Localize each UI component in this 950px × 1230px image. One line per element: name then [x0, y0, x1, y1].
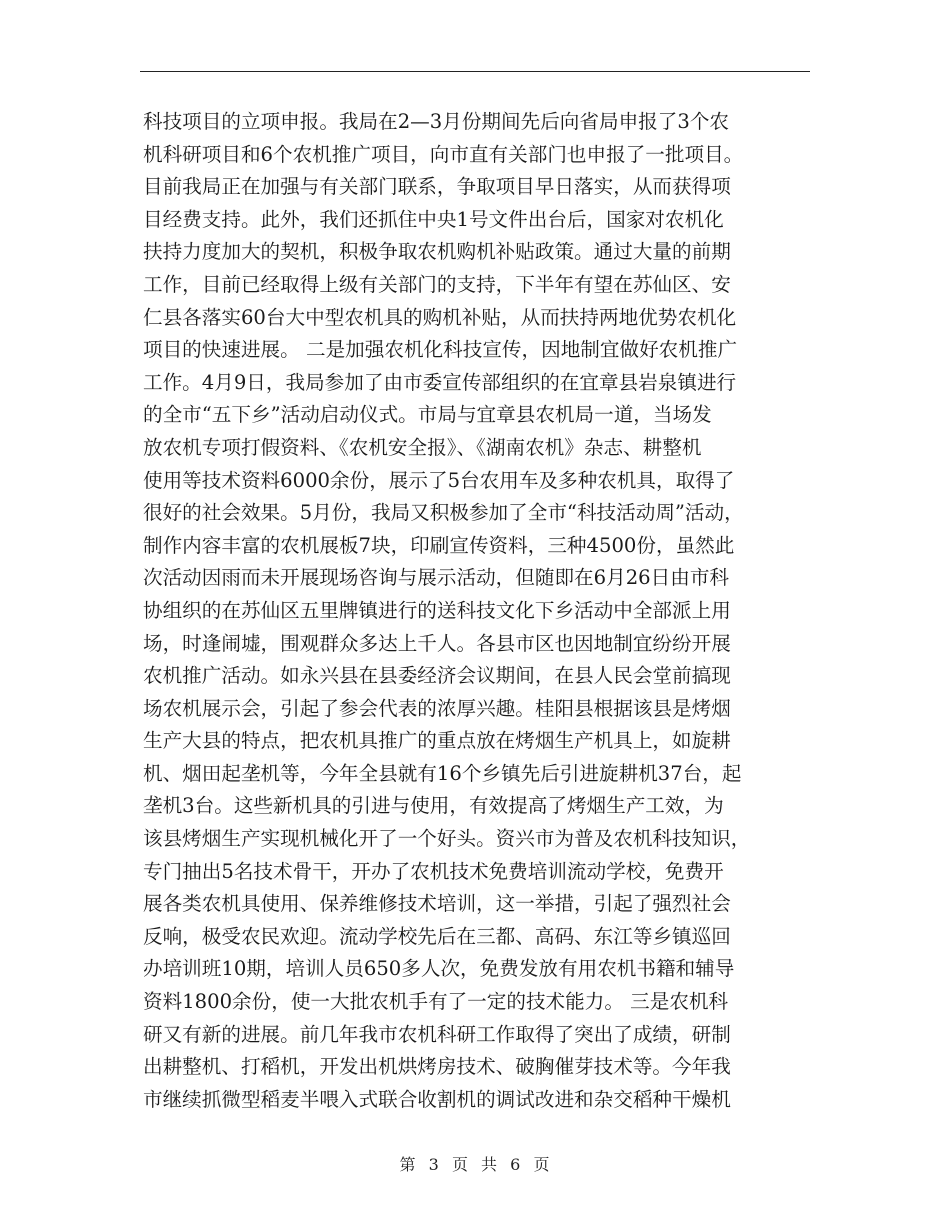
text-line: 的全市“五下乡”活动启动仪式。市局与宜章县农机局一道，当场发 [143, 403, 712, 427]
body-text [143, 106, 823, 1116]
text-line: 展各类农机具使用、保养维修技术培训，这一举措，引起了强烈社会 [143, 892, 731, 916]
footer-prefix: 第 [399, 1155, 417, 1174]
text-line: 市继续抓微型稻麦半喂入式联合收割机的调试改进和杂交稻种干燥机 [143, 1087, 731, 1111]
text-line: 反响，极受农民欢迎。流动学校先后在三都、高码、东江等乡镇巡回 [143, 924, 731, 948]
text-line: 目前我局正在加强与有关部门联系，争取项目早日落实，从而获得项 [143, 175, 731, 199]
text-line: 工作。4月9日，我局参加了由市委宣传部组织的在宜章县岩泉镇进行 [143, 370, 737, 394]
text-line: 使用等技术资料6000余份，展示了5台农用车及多种农机具，取得了 [143, 468, 735, 492]
text-line: 制作内容丰富的农机展板7块，印刷宣传资料，三种4500份，虽然此 [143, 533, 735, 557]
text-line: 场农机展示会，引起了参会代表的浓厚兴趣。桂阳县根据该县是烤烟 [143, 696, 731, 720]
footer-suffix: 页 [533, 1155, 551, 1174]
text-line: 工作，目前已经取得上级有关部门的支持，下半年有望在苏仙区、安 [143, 272, 731, 296]
text-line: 放农机专项打假资料、《农机安全报》、《湖南农机》杂志、耕整机 [143, 435, 702, 459]
text-line: 次活动因雨而未开展现场咨询与展示活动，但随即在6月26日由市科 [143, 566, 730, 590]
text-line: 资料1800余份，使一大批农机手有了一定的技术能力。 三是农机科 [143, 990, 729, 1014]
footer-page-word: 页 [451, 1155, 469, 1174]
text-line: 农机推广活动。如永兴县在县委经济会议期间，在县人民会堂前搞现 [143, 664, 731, 688]
text-line: 扶持力度加大的契机，积极争取农机购机补贴政策。通过大量的前期 [143, 240, 731, 264]
text-line: 科技项目的立项申报。我局在2—3月份期间先后向省局申报了3个农 [143, 110, 730, 133]
text-line: 项目的快速进展。 二是加强农机化科技宣传，因地制宜做好农机推广 [143, 338, 738, 362]
text-line: 研又有新的进展。前几年我市农机科研工作取得了突出了成绩，研制 [143, 1022, 731, 1046]
text-line: 出耕整机、打稻机，开发出机烘烤房技术、破胸催芽技术等。今年我 [143, 1055, 731, 1079]
text-line: 很好的社会效果。5月份，我局又积极参加了全市“科技活动周”活动， [143, 501, 744, 525]
text-line: 场，时逢闹墟，围观群众多达上千人。各县市区也因地制宜纷纷开展 [143, 631, 731, 655]
text-line: 仁县各落实60台大中型农机具的购机补贴，从而扶持两地优势农机化 [143, 305, 737, 329]
text-line: 机科研项目和6个农机推广项目，向市直有关部门也申报了一批项目。 [143, 142, 744, 166]
text-line: 该县烤烟生产实现机械化开了一个好头。资兴市为普及农机科技知识， [143, 827, 751, 851]
text-line: 协组织的在苏仙区五里牌镇进行的送科技文化下乡活动中全部派上用 [143, 598, 731, 622]
total-pages-number: 6 [510, 1155, 522, 1174]
text-line: 生产大县的特点，把农机具推广的重点放在烤烟生产机具上，如旋耕 [143, 729, 731, 753]
text-line: 专门抽出5名技术骨干，开办了农机技术免费培训流动学校，免费开 [143, 859, 724, 883]
text-line: 机、烟田起垄机等，今年全县就有16个乡镇先后引进旋耕机37台，起 [143, 761, 742, 785]
page-footer [0, 1152, 950, 1175]
footer-total-prefix: 共 [481, 1155, 499, 1174]
text-line: 目经费支持。此外，我们还抓住中央1号文件出台后，国家对农机化 [143, 207, 724, 231]
text-line: 办培训班10期，培训人员650多人次，免费发放有用农机书籍和辅导 [143, 957, 735, 981]
text-line: 垄机3台。这些新机具的引进与使用，有效提高了烤烟生产工效，为 [143, 794, 724, 818]
current-page-number: 3 [428, 1155, 440, 1174]
header-rule [140, 71, 810, 72]
